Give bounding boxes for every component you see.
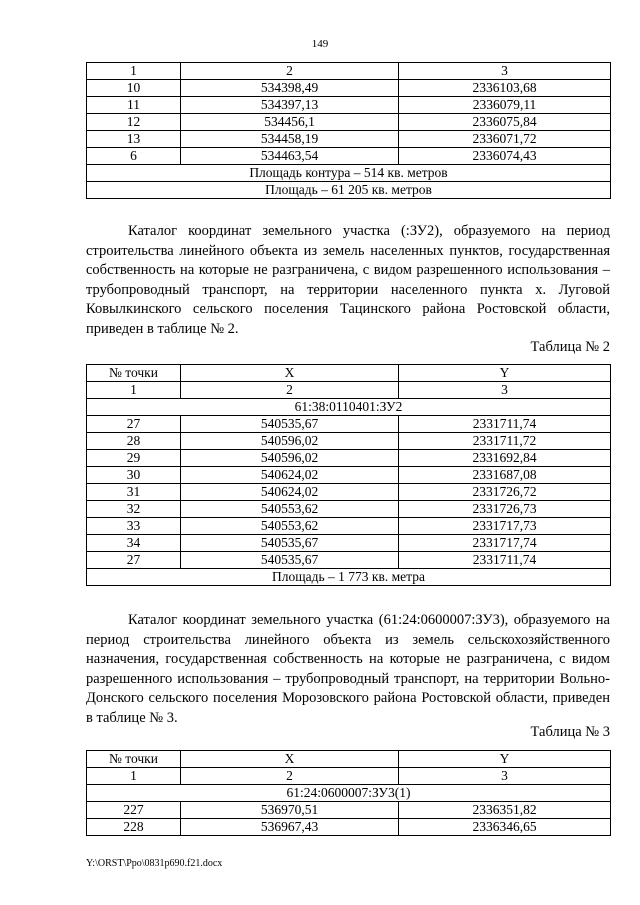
column-number-row <box>87 768 611 785</box>
table-cell: 33 <box>87 518 181 535</box>
column-header: Y <box>399 365 611 382</box>
table-cell: 2331711,74 <box>399 552 611 569</box>
table-cell: 1 <box>87 63 181 80</box>
table-cell: 2336103,68 <box>399 80 611 97</box>
table-cell: 534398,49 <box>181 80 399 97</box>
table-cell: 540553,62 <box>181 518 399 535</box>
table-cell: 2331711,74 <box>399 416 611 433</box>
table-cell: 534397,13 <box>181 97 399 114</box>
table-row <box>87 148 611 165</box>
table-cell: 1 <box>87 382 181 399</box>
table-cell: 228 <box>87 819 181 836</box>
table-cell: 536970,51 <box>181 802 399 819</box>
column-header: X <box>181 751 399 768</box>
parcel-id: 61:38:0110401:ЗУ2 <box>87 399 611 416</box>
table-cell: 534456,1 <box>181 114 399 131</box>
table-row <box>87 467 611 484</box>
file-path-footer: Y:\ORST\Ppo\0831p690.f21.docx <box>86 858 223 869</box>
column-header: № точки <box>87 751 181 768</box>
page-number: 149 <box>311 38 329 50</box>
table-header-row <box>87 365 611 382</box>
table-cell: 32 <box>87 501 181 518</box>
table-cell: 534463,54 <box>181 148 399 165</box>
table-cell: 2336079,11 <box>399 97 611 114</box>
paragraph-text: Каталог координат земельного участка (61:24:0600007:ЗУ3), образуемого на период строительства линейного объекта из земель сельскохозяйственного назначения, государственная собственность на которые не разграничена, с видом разрешенного использования – трубопроводный транспорт, на территории Вольно-Донского сельского поселения Морозовского района Ростовской области, приведен в таблице № 3. <box>86 612 610 726</box>
table-header-row <box>87 751 611 768</box>
table-cell: 2336074,43 <box>399 148 611 165</box>
table-row <box>87 131 611 148</box>
table-cell: 1 <box>87 768 181 785</box>
table-cell: 27 <box>87 416 181 433</box>
table-cell: 2336071,72 <box>399 131 611 148</box>
table-row <box>87 433 611 450</box>
table-cell: 30 <box>87 467 181 484</box>
table-cell: 2331717,73 <box>399 518 611 535</box>
table-header-row <box>87 63 611 80</box>
table-row <box>87 114 611 131</box>
table-3-label: Таблица № 3 <box>530 724 610 740</box>
table-cell: 3 <box>399 382 611 399</box>
total-area-row <box>87 182 611 199</box>
table-cell: 2331717,74 <box>399 535 611 552</box>
table-row <box>87 416 611 433</box>
table-cell: 34 <box>87 535 181 552</box>
paragraph-catalog-zu3 <box>86 611 610 728</box>
table-cell: 2 <box>181 768 399 785</box>
area-row <box>87 569 611 586</box>
table-row <box>87 80 611 97</box>
parcel-id: 61:24:0600007:ЗУ3(1) <box>87 785 611 802</box>
table-cell: 3 <box>399 63 611 80</box>
table-cell: 540535,67 <box>181 416 399 433</box>
coordinates-table-1 <box>86 62 611 199</box>
paragraph-text: Каталог координат земельного участка (:ЗУ2), образуемого на период строительства линейного объекта из земель населенных пунктов, государственная собственность на которые не разграничена, с видом разрешенного использования – трубопроводный транспорт, на территории населенного пункта х. Луговой Ковылкинского сельского поселения Тацинского района Ростовской области, приведен в таблице № 2. <box>86 223 610 337</box>
table-row <box>87 97 611 114</box>
table-row <box>87 802 611 819</box>
table-cell: 28 <box>87 433 181 450</box>
table-2-label: Таблица № 2 <box>530 339 610 355</box>
table-row <box>87 535 611 552</box>
table-cell: 2331711,72 <box>399 433 611 450</box>
table-cell: 11 <box>87 97 181 114</box>
table-cell: 13 <box>87 131 181 148</box>
table-row <box>87 819 611 836</box>
table-cell: 540553,62 <box>181 501 399 518</box>
table-row <box>87 552 611 569</box>
table-cell: 10 <box>87 80 181 97</box>
table-cell: 227 <box>87 802 181 819</box>
table-cell: 534458,19 <box>181 131 399 148</box>
total-area: Площадь – 61 205 кв. метров <box>87 182 611 199</box>
table-cell: 12 <box>87 114 181 131</box>
table-cell: 2 <box>181 382 399 399</box>
table-cell: 29 <box>87 450 181 467</box>
section-row <box>87 785 611 802</box>
table-cell: 540624,02 <box>181 467 399 484</box>
area: Площадь – 1 773 кв. метра <box>87 569 611 586</box>
table-cell: 2336351,82 <box>399 802 611 819</box>
column-header: № точки <box>87 365 181 382</box>
table-cell: 3 <box>399 768 611 785</box>
table-cell: 2336346,65 <box>399 819 611 836</box>
column-number-row <box>87 382 611 399</box>
coordinates-table-3 <box>86 750 611 836</box>
table-cell: 2336075,84 <box>399 114 611 131</box>
table-cell: 2331726,73 <box>399 501 611 518</box>
coordinates-table-2 <box>86 364 611 586</box>
table-cell: 2 <box>181 63 399 80</box>
paragraph-catalog-zu2 <box>86 222 610 339</box>
table-row <box>87 450 611 467</box>
column-header: X <box>181 365 399 382</box>
table-cell: 540596,02 <box>181 450 399 467</box>
table-cell: 2331726,72 <box>399 484 611 501</box>
table-cell: 540624,02 <box>181 484 399 501</box>
table-cell: 6 <box>87 148 181 165</box>
table-cell: 2331687,08 <box>399 467 611 484</box>
table-row <box>87 518 611 535</box>
table-cell: 540596,02 <box>181 433 399 450</box>
table-cell: 540535,67 <box>181 552 399 569</box>
table-cell: 2331692,84 <box>399 450 611 467</box>
table-cell: 540535,67 <box>181 535 399 552</box>
contour-area: Площадь контура – 514 кв. метров <box>87 165 611 182</box>
table-row <box>87 484 611 501</box>
table-cell: 27 <box>87 552 181 569</box>
table-cell: 31 <box>87 484 181 501</box>
table-row <box>87 501 611 518</box>
section-row <box>87 399 611 416</box>
column-header: Y <box>399 751 611 768</box>
table-cell: 536967,43 <box>181 819 399 836</box>
contour-area-row <box>87 165 611 182</box>
